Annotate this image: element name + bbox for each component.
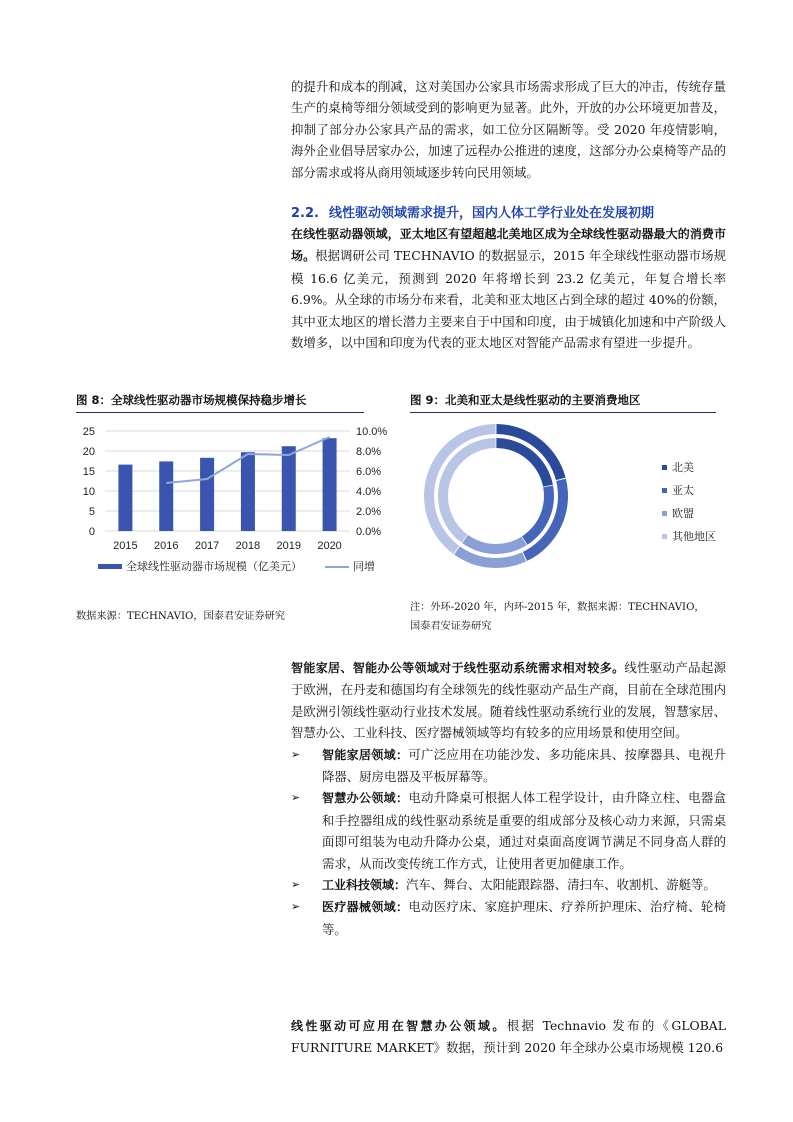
- section-number: 2.2.: [291, 206, 319, 221]
- x-tick-label: 2018: [235, 540, 261, 552]
- legend-swatch: [662, 534, 667, 539]
- x-tick-label: 2017: [194, 540, 220, 552]
- bullet-item-medical: [291, 896, 726, 940]
- final-paragraph: [291, 1015, 726, 1059]
- legend-swatch: [662, 511, 667, 516]
- section-heading: [291, 202, 726, 221]
- legend-swatch-bar: [98, 564, 122, 569]
- x-tick-label: 2016: [154, 540, 179, 552]
- legend-label: 北美: [672, 462, 694, 474]
- market-paragraph: [291, 223, 726, 353]
- legend-label-bar: 全球线性驱动器市场规模（亿美元）: [126, 561, 302, 573]
- bullet-list: [291, 744, 726, 941]
- market-paragraph-lead: 在线性驱动器领域，亚太地区有望超越北美地区成为全球线性驱动器最大的消费市场。: [291, 227, 726, 264]
- bar-2017: [200, 458, 214, 531]
- figure9-title: 图 9：北美和亚太是线性驱动的主要消费地区: [410, 392, 716, 413]
- bullet-text: 电动升降桌可根据人体工程学设计，由升降立柱、电器盒和手控器组成的线性驱动系统是重要的组成部分及核心动力来源，只需桌面即可组装为电动升降办公桌，通过对桌面高度调节满足不同身高人群的需求，从而改变传统工作方式，让使用者更加健康工作。: [322, 790, 726, 871]
- bar-2018: [241, 452, 255, 531]
- figure8-chart: [70, 418, 400, 588]
- bullet-label: 智能家居领域：: [322, 747, 409, 762]
- figure9-note-line1: 注：外环-2020 年，内环-2015 年，数据来源：TECHNAVIO，: [410, 602, 705, 613]
- y2-tick-label: 10.0%: [356, 426, 388, 438]
- figure8-source: 数据来源：TECHNAVIO，国泰君安证券研究: [76, 611, 286, 622]
- market-section: [291, 223, 726, 353]
- bullet-label: 智慧办公领域：: [322, 791, 409, 806]
- smart-paragraph-lead: 智能家居、智能办公等领域对于线性驱动系统需求相对较多。: [291, 661, 625, 675]
- bar-2019: [282, 446, 296, 531]
- x-tick-label: 2019: [276, 540, 301, 552]
- legend-label-line: 同增: [353, 561, 375, 573]
- intro-paragraph: 的提升和成本的削减，这对美国办公家具市场需求形成了巨大的冲击，传统存量生产的桌椅等细分领域受到的影响更为显著。此外，开放的办公环境更加普及，抑制了部分办公家具产品的需求，如工位分区隔断等。受 2020 年疫情影响，海外企业倡导居家办公，加速了远程办公推进的速度，这部分办公桌椅等产品的部分需求或将从商用领域逐步转向民用领域。: [291, 79, 726, 180]
- legend-label: 亚太: [672, 485, 694, 497]
- bullet-label: 工业科技领域：: [322, 878, 407, 893]
- bullet-arrow-icon: ➢: [291, 791, 301, 805]
- application-section: [291, 657, 726, 940]
- bullet-arrow-icon: ➢: [291, 900, 301, 914]
- bullet-item-smart-office: [291, 787, 726, 874]
- section-title: 线性驱动领域需求提升，国内人体工学行业处在发展初期: [328, 206, 654, 221]
- y-tick-label: 25: [82, 426, 95, 438]
- bullet-text: 汽车、舞台、太阳能跟踪器、清扫车、收割机、游艇等。: [406, 877, 716, 893]
- bullet-arrow-icon: ➢: [291, 747, 301, 761]
- bullet-text: 电动医疗床、家庭护理床、疗养所护理床、治疗椅、轮椅等。: [322, 899, 726, 937]
- bullet-text: 可广泛应用在功能沙发、多功能床具、按摩器具、电视升降器、厨房电器及平板屏幕等。: [322, 746, 726, 785]
- y-tick-label: 20: [82, 446, 95, 458]
- y2-tick-label: 4.0%: [356, 486, 382, 498]
- bullet-item-smart-home: [291, 744, 726, 788]
- legend-swatch: [662, 488, 667, 493]
- y-tick-label: 15: [82, 466, 95, 478]
- final-paragraph-body: 根据 Technavio 发布的《GLOBAL FURNITURE MARKET》数据，预计到 2020 年全球办公桌市场规模 120.6: [291, 1018, 726, 1056]
- y-tick-label: 0: [88, 526, 95, 538]
- x-tick-label: 2020: [317, 540, 342, 552]
- y2-tick-label: 6.0%: [356, 466, 382, 478]
- y2-tick-label: 8.0%: [356, 446, 382, 458]
- final-paragraph-lead: 线性驱动可应用在智慧办公领域。: [291, 1019, 507, 1033]
- figure9-note-line2: 国泰君安证券研究: [410, 621, 492, 632]
- x-tick-label: 2015: [113, 540, 138, 552]
- intro-section: [291, 76, 726, 183]
- legend-swatch: [662, 465, 667, 470]
- smart-paragraph: [291, 657, 726, 744]
- y-tick-label: 5: [88, 506, 95, 518]
- bar-2015: [118, 465, 132, 531]
- figure8-title: 图 8：全球线性驱动器市场规模保持稳步增长: [76, 392, 364, 413]
- bullet-arrow-icon: ➢: [291, 878, 301, 892]
- final-section: [291, 1015, 726, 1059]
- figure9-chart: [410, 418, 730, 588]
- y-tick-label: 10: [82, 486, 95, 498]
- legend-label: 其他地区: [672, 531, 716, 543]
- smart-paragraph-body: 线性驱动产品起源于欧洲，在丹麦和德国均有全球领先的线性驱动产品生产商，目前在全球范围内是欧洲引领线性驱动行业技术发展。随着线性驱动系统行业的发展，智慧家居、智慧办公、工业科技、医疗器械领域等均有较多的应用场景和使用空间。: [291, 660, 726, 741]
- y2-tick-label: 0.0%: [356, 526, 382, 538]
- y2-tick-label: 2.0%: [356, 506, 382, 518]
- bullet-item-industrial: [291, 874, 726, 896]
- bullet-label: 医疗器械领域：: [322, 900, 409, 915]
- donut-slice-欧盟: [462, 535, 526, 554]
- figure9-note: [410, 598, 705, 636]
- bar-2016: [159, 461, 173, 531]
- bar-2020: [323, 438, 337, 531]
- market-paragraph-body: 根据调研公司 TECHNAVIO 的数据显示，2015 年全球线性驱动器市场规模 16.6 亿美元，预测到 2020 年将增长到 23.2 亿美元，年复合增长率 6.9%。从全球的市场分布来看，北美和亚太地区占到全球的超过 40%的份额，其中亚太地区的增长潜力主要来自于中国和印度，由于城镇化加速和中产阶级人数增多，以中国和印度为代表的亚太地区对智能产品需求有望进一步提升。: [291, 248, 726, 351]
- legend-label: 欧盟: [672, 508, 694, 520]
